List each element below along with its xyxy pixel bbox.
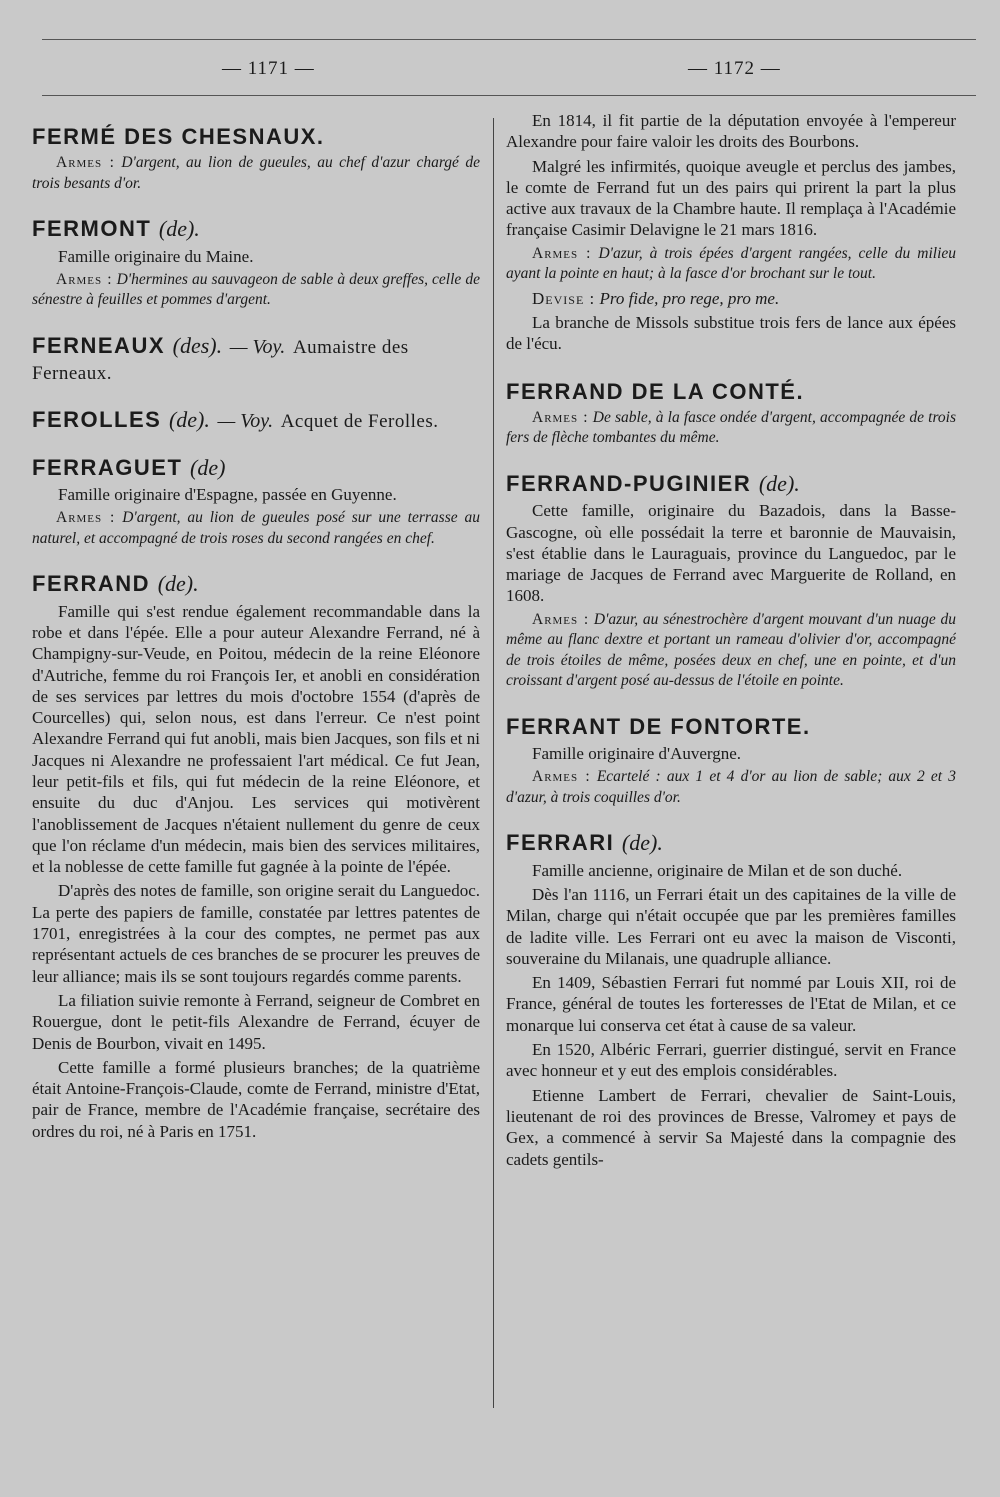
devise-text: Pro fide, pro rege, pro me. bbox=[599, 288, 780, 308]
entry-text: D'après des notes de famille, son origine serait du Languedoc. La perte des papiers de famille, constatée par lettres patentes de 1701, enregistrées à la cour des comptes, ne permet pas aux représentant actuels de ces branches de se procurer les preuves de leur alliance; mais ils se sont toujours regardés comme parents. bbox=[32, 881, 480, 986]
entry-name: FERMÉ DES CHESNAUX. bbox=[32, 124, 325, 149]
see-reference-target: Acquet de Ferolles. bbox=[280, 410, 439, 432]
entry-text: En 1520, Albéric Ferrari, guerrier distingué, servit en France avec honneur et y eut des emplois considérables. bbox=[506, 1040, 956, 1081]
armes-text: D'hermines au sauvageon de sable à deux greffes, celle de sénestre à feuilles et pommes d'argent. bbox=[32, 270, 480, 309]
entry-text: Cette famille a formé plusieurs branches; de la quatrième était Antoine-François-Claude, comte de Ferrand, ministre d'Etat, pair de France, membre de l'Académie française, secrétaire des ordres du roi, né à Paris en 1751. bbox=[32, 1057, 480, 1141]
armes-label: Armes : bbox=[532, 244, 592, 262]
entry-title bbox=[32, 124, 480, 149]
entry-name: FERRAND DE LA CONTÉ. bbox=[506, 378, 805, 404]
entry-name: FERRARI bbox=[506, 830, 615, 856]
see-reference-target: Aumaistre des Ferneaux. bbox=[32, 336, 409, 384]
entry-title bbox=[32, 571, 480, 596]
armes-label: Armes : bbox=[532, 610, 590, 628]
entry-name: FERMONT bbox=[32, 216, 152, 242]
entry-name: FERRAGUET bbox=[32, 454, 183, 480]
entry-particle: (de). bbox=[158, 216, 200, 242]
entry-particle: (de). bbox=[621, 830, 663, 856]
armes-paragraph bbox=[506, 767, 956, 808]
page-number-right: — 1172 — bbox=[688, 58, 781, 79]
entry-text: La branche de Missols substitue trois fers de lance aux épées de l'écu. bbox=[506, 313, 956, 354]
entry-text: Malgré les infirmités, quoique aveugle et perclus des jambes, le comte de Ferrand fut un des pairs qui prirent la part la plus active aux travaux de la Chambre haute. Il remplaça à l'Académie française Casimir Delavigne le 21 mars 1816. bbox=[506, 156, 956, 240]
entry-name: FERNEAUX bbox=[32, 332, 166, 358]
armes-paragraph bbox=[32, 153, 480, 194]
armes-paragraph bbox=[506, 610, 956, 692]
entry-name: FERRAND bbox=[32, 571, 151, 597]
armes-label: Armes : bbox=[532, 768, 591, 786]
armes-label: Armes : bbox=[56, 154, 115, 172]
entry-title bbox=[506, 830, 956, 855]
see-reference-label: — Voy. bbox=[217, 409, 274, 432]
entry-name: FERRANT DE FONTORTE. bbox=[506, 713, 811, 739]
armes-paragraph bbox=[506, 244, 956, 285]
entry-name: FERRAND-PUGINIER bbox=[506, 470, 752, 496]
left-column bbox=[32, 110, 480, 1457]
entry-text: En 1814, il fit partie de la députation envoyée à l'empereur Alexandre pour faire valoir les droits des Bourbons. bbox=[506, 111, 956, 152]
entry-text: Dès l'an 1116, un Ferrari était un des capitaines de la ville de Milan, charge qui n'était occupée que par les premières familles de ladite ville. Les Ferrari ont eu avec la maison de Visconti, souveraine du Milanais, une quadruple alliance. bbox=[506, 884, 956, 968]
entry-title bbox=[32, 333, 480, 385]
entry-text: Famille originaire du Maine. bbox=[58, 246, 254, 266]
column-divider bbox=[493, 118, 494, 1408]
entry-name: FEROLLES bbox=[32, 406, 162, 432]
top-rule bbox=[42, 39, 976, 40]
armes-label: Armes : bbox=[56, 509, 116, 527]
entry-text: Famille originaire d'Auvergne. bbox=[532, 744, 742, 764]
entry-title bbox=[506, 471, 956, 496]
entry-title bbox=[32, 407, 480, 433]
entry-title bbox=[32, 216, 480, 241]
armes-text: D'argent, au lion de gueules posé sur une terrasse au naturel, et accompagné de trois roses du second rangées en chef. bbox=[32, 509, 480, 547]
entry-particle: (de). bbox=[157, 571, 199, 597]
entry-title bbox=[506, 379, 956, 404]
entry-text: Etienne Lambert de Ferrari, chevalier de Saint-Louis, lieutenant de roi des provinces de Bresse, Valromey et pays de Gex, a commencé à servir Sa Majesté dans la compagnie des cadets gentils- bbox=[506, 1085, 956, 1169]
entry-text: En 1409, Sébastien Ferrari fut nommé par Louis XII, roi de France, général de toutes les forteresses de l'Etat de Milan, et ce monarque lui conserva cet état à cause de sa valeur. bbox=[506, 973, 956, 1035]
entry-title bbox=[32, 455, 480, 480]
armes-paragraph bbox=[32, 508, 480, 549]
armes-text: D'argent, au lion de gueules, au chef d'azur chargé de trois besants d'or. bbox=[32, 154, 480, 192]
entry-text: Famille originaire d'Espagne, passée en Guyenne. bbox=[58, 485, 397, 505]
devise-label: Devise : bbox=[532, 288, 596, 308]
armes-text: Ecartelé : aux 1 et 4 d'or au lion de sable; aux 2 et 3 d'azur, à trois coquilles d'or. bbox=[506, 768, 956, 806]
armes-paragraph bbox=[32, 270, 480, 311]
armes-label: Armes : bbox=[532, 408, 589, 426]
armes-text: D'azur, au sénestrochère d'argent mouvant d'un nuage du même au flanc dextre et portant un rameau d'olivier d'or, accompagné de trois étoiles de même, posées deux en chef, une en pointe, et d'un croissant d'argent posé au-dessus de l'étoile en pointe. bbox=[506, 610, 956, 690]
page-number-left: — 1171 — bbox=[222, 58, 315, 79]
right-column bbox=[506, 110, 956, 1457]
entry-text: Cette famille, originaire du Bazadois, dans la Basse-Gascogne, où elle possédait la terre et baronnie de Mauvaisin, s'est établie dans le Lauraguais, province du Languedoc, par le mariage de Jacques de Ferrand avec Marguerite de Rolland, en 1608. bbox=[506, 501, 956, 606]
armes-label: Armes : bbox=[56, 270, 113, 288]
entry-text: La filiation suivie remonte à Ferrand, seigneur de Combret en Rouergue, dont le petit-fils Alexandre de Ferrand, écuyer de Denis de Bourbon, vivait en 1495. bbox=[32, 990, 480, 1053]
see-reference-label: — Voy. bbox=[229, 335, 286, 358]
armes-paragraph bbox=[506, 408, 956, 449]
armes-text: D'azur, à trois épées d'argent rangées, celle du milieu ayant la pointe en haut; à la fasce d'or brochant sur le tout. bbox=[506, 244, 956, 283]
entry-particle: (des). bbox=[172, 332, 223, 358]
entry-particle: (de) bbox=[190, 454, 226, 480]
header-rule bbox=[42, 95, 976, 96]
entry-text: Famille qui s'est rendue également recommandable dans la robe et dans l'épée. Elle a pour auteur Alexandre Ferrand, né à Champigny-sur-Veude, en Poitou, médecin de la reine Eléonore d'Autriche, femme du roi François Ier, et anobli en considération de ses services par lettres du mois d'octobre 1554 (d'après de Courcelles) qui, selon nous, est dans l'erreur. Ce n'est point Alexandre Ferrand qui fut anobli, mais bien Jacques, son fils et ni Jacques ni Alexandre ne professaient l'art médical. Ce fut Jean, leur petit-fils et fils, qui fut médecin de la reine Eléonore, et ensuite du duc d'Anjou. Les services qui motivèrent l'anoblissement de Jacques n'étaient nullement du genre de ceux que l'on réclame d'un médecin, mais bien des services militaires, et la noblesse de cette famille fut gagnée à la pointe de l'épée. bbox=[32, 601, 480, 877]
entry-title bbox=[506, 714, 956, 739]
devise-paragraph bbox=[506, 288, 956, 309]
armes-text: De sable, à la fasce ondée d'argent, accompagnée de trois fers de flèche tombantes du même. bbox=[506, 408, 956, 447]
entry-particle: (de). bbox=[168, 406, 210, 432]
entry-text: Famille ancienne, originaire de Milan et de son duché. bbox=[532, 860, 903, 880]
entry-particle: (de). bbox=[758, 470, 800, 496]
